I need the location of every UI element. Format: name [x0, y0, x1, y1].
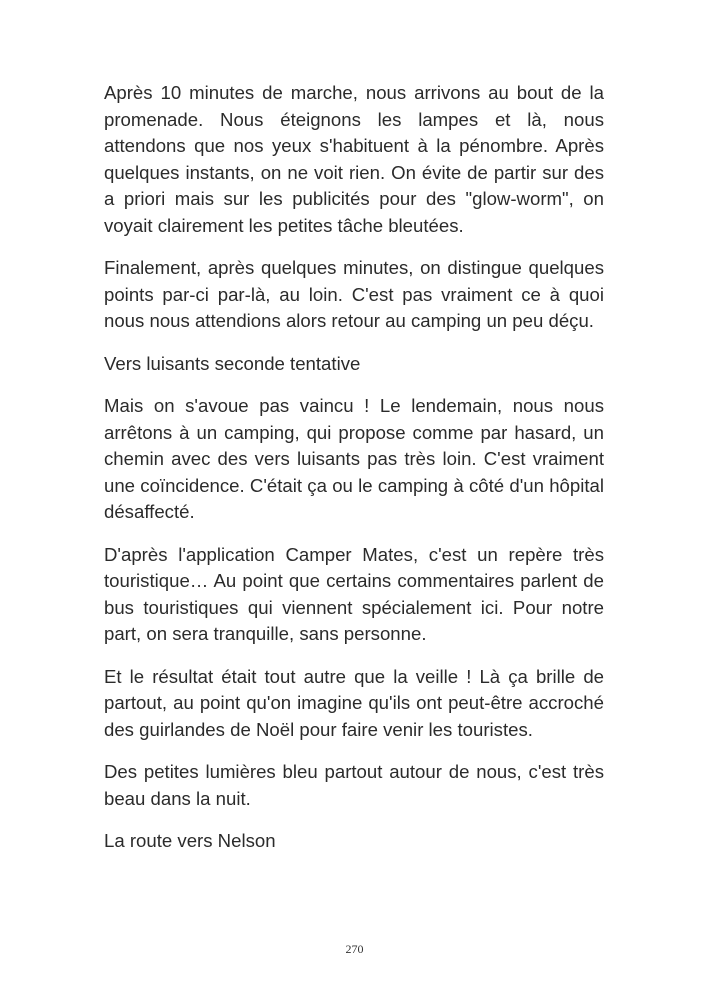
page-body — [104, 80, 604, 871]
paragraph-glow-worm-walk: Après 10 minutes de marche, nous arrivons au bout de la promenade. Nous éteignons les lampes et là, nous attendons que nos yeux s'habituent à la pénombre. Après quelques instants, on ne voit rien. On évite de partir sur des a priori mais sur les publicités pour des "glow-worm", on voyait clairement les petites tâche bleutées. — [104, 82, 604, 236]
paragraph-blue-lights: Des petites lumières bleu partout autour de nous, c'est très beau dans la nuit. — [104, 761, 604, 809]
section-heading-route-nelson: La route vers Nelson — [104, 830, 276, 851]
paragraph-camper-mates: D'après l'application Camper Mates, c'est un repère très touristique… Au point que certains commentaires parlent de bus touristiques qui viennent spécialement ici. Pour notre part, on sera tranquille, sans personne. — [104, 543, 604, 644]
section-heading-second-attempt: Vers luisants seconde tentative — [104, 352, 361, 374]
paragraph-disappointment: Finalement, après quelques minutes, on distingue quelques points par-ci par-là, au loin. C'est pas vraiment ce à quoi nous nous attendions alors retour au camping un peu déçu. — [104, 257, 604, 331]
paragraph-new-camping: Mais on s'avoue pas vaincu ! Le lendemain, nous nous arrêtons à un camping, qui propose comme par hasard, un chemin avec des vers luisants pas très loin. C'est vraiment une coïncidence. C'était ça ou le camping à côté d'un hôpital désaffecté. — [104, 395, 604, 522]
paragraph-result: Et le résultat était tout autre que la veille ! Là ça brille de partout, au point qu'on imagine qu'ils ont peut-être accroché des guirlandes de Noël pour faire venir les touristes. — [104, 665, 604, 740]
page-number: 270 — [345, 942, 364, 956]
